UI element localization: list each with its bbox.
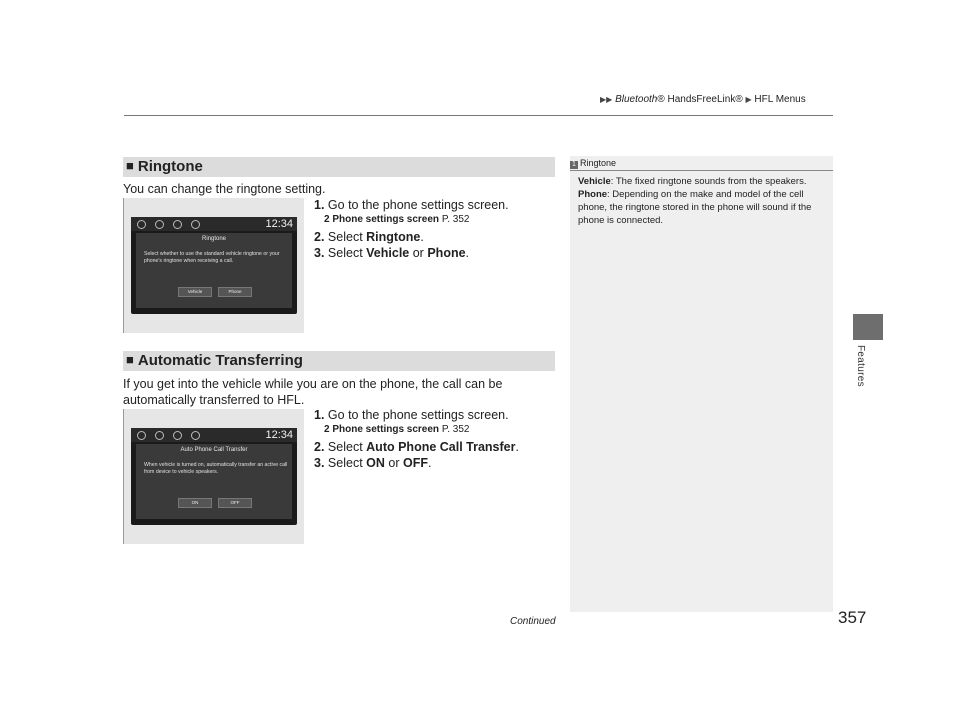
transfer-step-1: 1. Go to the phone settings screen. [314, 408, 509, 422]
menu-icon [173, 431, 182, 440]
chapter-tab-label: Features [855, 345, 866, 387]
transfer-step-3: 3. Select ON or OFF. [314, 456, 432, 470]
screen-status-bar [131, 217, 297, 231]
transfer-screen [131, 428, 297, 525]
header-divider [124, 115, 833, 116]
section-square-icon: ■ [126, 352, 134, 367]
settings-icon [155, 220, 164, 229]
page-number: 357 [838, 608, 867, 627]
ringtone-ref[interactable]: 2 Phone settings screen P. 352 [324, 214, 470, 225]
transfer-ref[interactable]: 2 Phone settings screen P. 352 [324, 424, 470, 435]
dialog-message: Select whether to use the standard vehicle ringtone or your phone's ringtone when receiving a call. [144, 251, 280, 264]
phone-icon [137, 431, 146, 440]
sidebar-note-divider [570, 170, 833, 171]
note-phone: Phone: Depending on the make and model of the cell phone, the ringtone stored in the phone will sound if the phone is connected. [578, 189, 812, 226]
transfer-step-2: 2. Select Auto Phone Call Transfer. [314, 440, 519, 454]
section-square-icon: ■ [126, 158, 134, 173]
reference-arrow-icon: 2 [324, 214, 330, 225]
ringtone-step-1: 1. Go to the phone settings screen. [314, 198, 509, 212]
chapter-tab-marker [853, 314, 883, 340]
on-button[interactable]: ON [178, 498, 212, 508]
note-icon: 1 [570, 161, 578, 169]
vehicle-button[interactable]: Vehicle [178, 287, 212, 297]
breadcrumb [600, 94, 806, 105]
dialog-message: When vehicle is turned on, automatically transfer an active call from device to vehicle speakers. [144, 462, 288, 475]
breadcrumb-hfl-menus: HFL Menus [754, 94, 806, 105]
section-title: Ringtone [137, 158, 203, 175]
screen-dialog [136, 444, 292, 519]
ringtone-screenshot [123, 198, 304, 333]
continued-label: Continued [510, 616, 556, 627]
screen-clock: 12:34 [265, 218, 293, 230]
section-header-automatic-transferring [123, 351, 555, 371]
bluetooth-icon [191, 220, 200, 229]
dialog-title: Ringtone [201, 236, 227, 242]
transfer-screenshot [123, 409, 304, 544]
phone-button[interactable]: Phone [218, 287, 252, 297]
dialog-title: Auto Phone Call Transfer [180, 447, 248, 453]
sidebar-note-title: 1 Ringtone [570, 158, 616, 169]
ringtone-step-2: 2. Select Ringtone. [314, 230, 424, 244]
screen-dialog [136, 233, 292, 308]
breadcrumb-arrow-icon: ▶▶ [600, 95, 613, 104]
ringtone-screen [131, 217, 297, 314]
ringtone-intro: You can change the ringtone setting. [123, 182, 326, 196]
off-button[interactable]: OFF [218, 498, 252, 508]
bluetooth-icon [191, 431, 200, 440]
section-header-ringtone [123, 157, 555, 177]
breadcrumb-handsfreelink: ® HandsFreeLink® [657, 94, 743, 105]
menu-icon [173, 220, 182, 229]
sidebar-note-body [578, 175, 823, 227]
reference-arrow-icon: 2 [324, 424, 330, 435]
note-vehicle: Vehicle: The fixed ringtone sounds from the speakers. [578, 176, 807, 187]
transfer-intro: If you get into the vehicle while you are on the phone, the call can be automatically transferred to HFL. [123, 377, 503, 407]
breadcrumb-bluetooth: Bluetooth [615, 94, 658, 105]
section-title: Automatic Transferring [137, 352, 303, 369]
screen-clock: 12:34 [265, 429, 293, 441]
phone-icon [137, 220, 146, 229]
ringtone-step-3: 3. Select Vehicle or Phone. [314, 246, 470, 260]
breadcrumb-arrow-icon: ▶ [745, 95, 752, 104]
settings-icon [155, 431, 164, 440]
screen-status-bar [131, 428, 297, 442]
